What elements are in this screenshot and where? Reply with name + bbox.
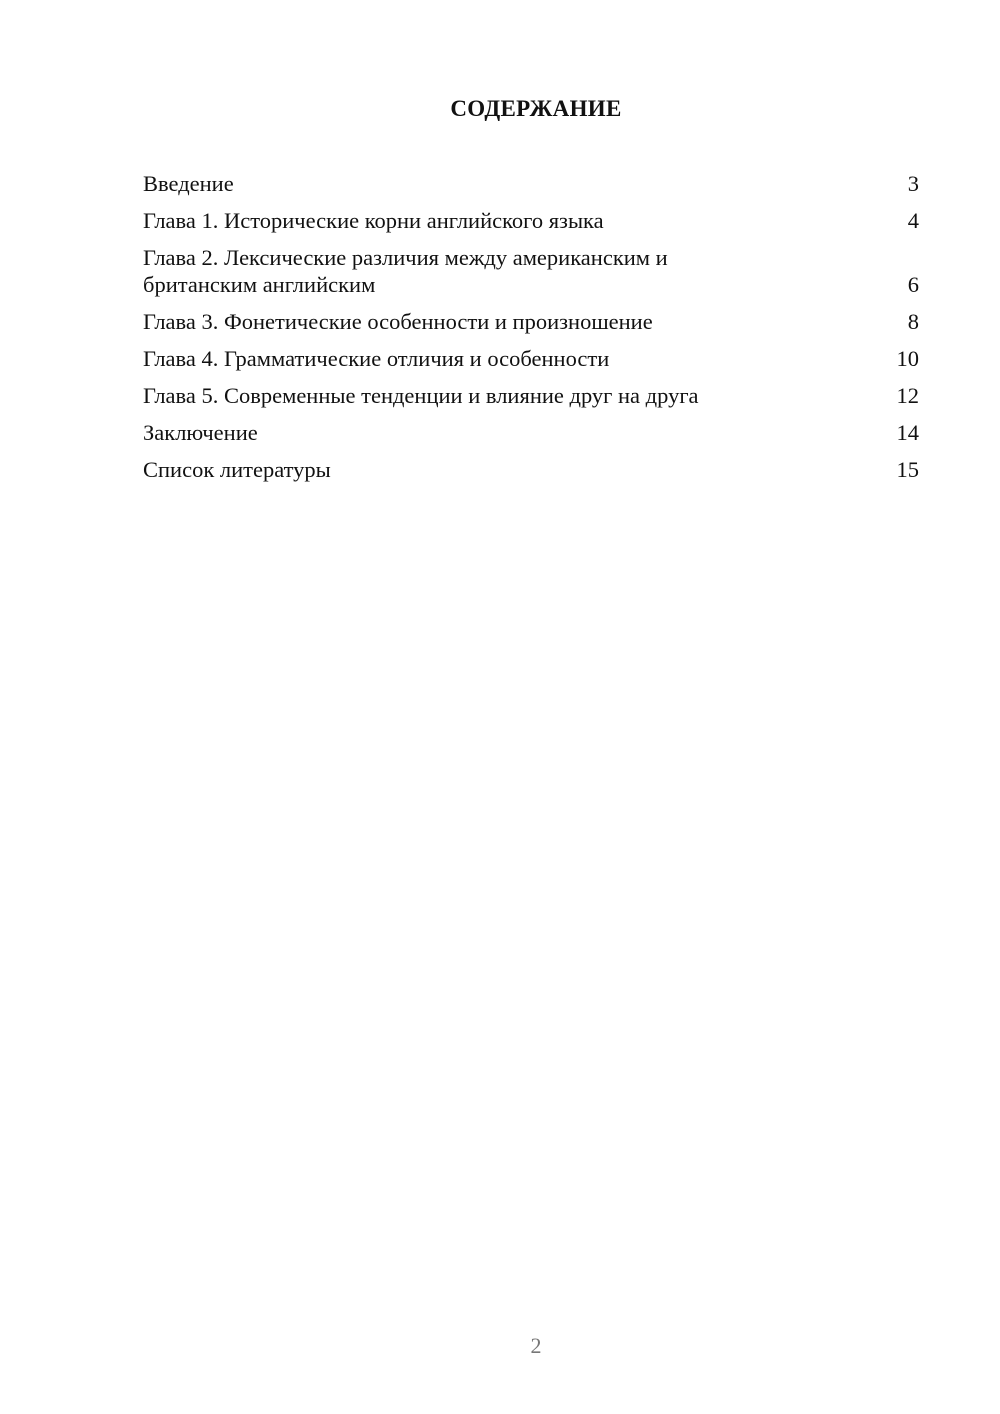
- page-number: 2: [530, 1333, 542, 1358]
- toc-entry-page: 6: [907, 272, 919, 297]
- toc-entry-text: Глава 2. Лексические различия между американским и британским английским: [143, 245, 668, 297]
- toc-entry-bibliography: [143, 456, 919, 483]
- toc-entry-conclusion: [143, 419, 919, 446]
- toc-entry-text: Введение: [143, 171, 234, 196]
- toc-entry-page: 14: [896, 420, 919, 445]
- toc-entry-page: 4: [907, 208, 919, 233]
- toc-entry-page: 8: [907, 309, 919, 334]
- toc-entry-chapter-3: [143, 308, 919, 335]
- toc-entry-page: 12: [896, 383, 919, 408]
- toc-entry-introduction: [143, 170, 919, 197]
- toc-title: СОДЕРЖАНИЕ: [450, 96, 622, 121]
- toc-entry-page: 15: [896, 457, 919, 482]
- toc-entry-text: Глава 4. Грамматические отличия и особенности: [143, 346, 610, 371]
- toc-entry-text: Глава 5. Современные тенденции и влияние друг на друга: [143, 383, 699, 408]
- toc-entry-text: Глава 3. Фонетические особенности и произношение: [143, 309, 653, 334]
- toc-entry-chapter-2: [143, 244, 919, 298]
- toc-entry-text: Список литературы: [143, 457, 331, 482]
- toc-entry-chapter-5: [143, 382, 919, 409]
- toc-entry-text: Глава 1. Исторические корни английского языка: [143, 208, 604, 233]
- toc-entry-chapter-1: [143, 207, 919, 234]
- toc-entry-chapter-4: [143, 345, 919, 372]
- toc-entry-page: 3: [907, 171, 919, 196]
- toc-entry-page: 10: [896, 346, 919, 371]
- table-of-contents: [143, 170, 919, 493]
- toc-entry-text: Заключение: [143, 420, 258, 445]
